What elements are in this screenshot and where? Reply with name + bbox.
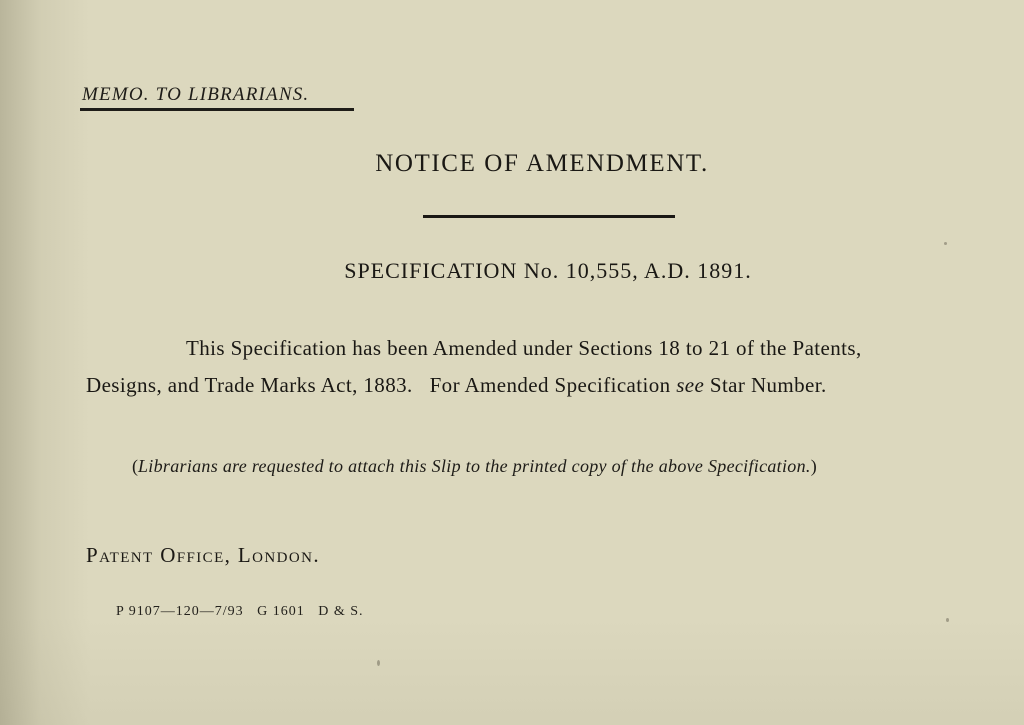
printer-code: P 9107—120—7/93 G 1601 D & S.	[116, 604, 364, 619]
note-close-paren: )	[810, 456, 817, 476]
librarians-note	[132, 456, 817, 477]
body-line-2-prefix: Designs, and Trade Marks Act, 1883. For Amended Specification	[86, 373, 677, 397]
see-word: see	[676, 373, 705, 397]
notice-title: NOTICE OF AMENDMENT.	[375, 150, 709, 177]
paper-speck	[946, 618, 949, 622]
note-open-paren: (	[132, 456, 138, 476]
specification-number: SPECIFICATION No. 10,555, A.D. 1891.	[344, 258, 752, 283]
body-line-1: This Specification has been Amended under Sections 18 to 21 of the Patents,	[186, 336, 862, 360]
memo-header: MEMO. TO LIBRARIANS.	[82, 84, 310, 105]
paper-speck	[944, 242, 947, 245]
body-line-2-suffix: Star Number.	[704, 373, 827, 397]
body-line-2	[86, 373, 827, 398]
note-text: Librarians are requested to attach this Slip to the printed copy of the above Specification.	[138, 456, 811, 476]
title-rule	[423, 215, 675, 218]
patent-office-signature: Patent Office, London.	[86, 543, 320, 567]
memo-underline	[80, 108, 354, 111]
paper-speck	[377, 660, 380, 666]
